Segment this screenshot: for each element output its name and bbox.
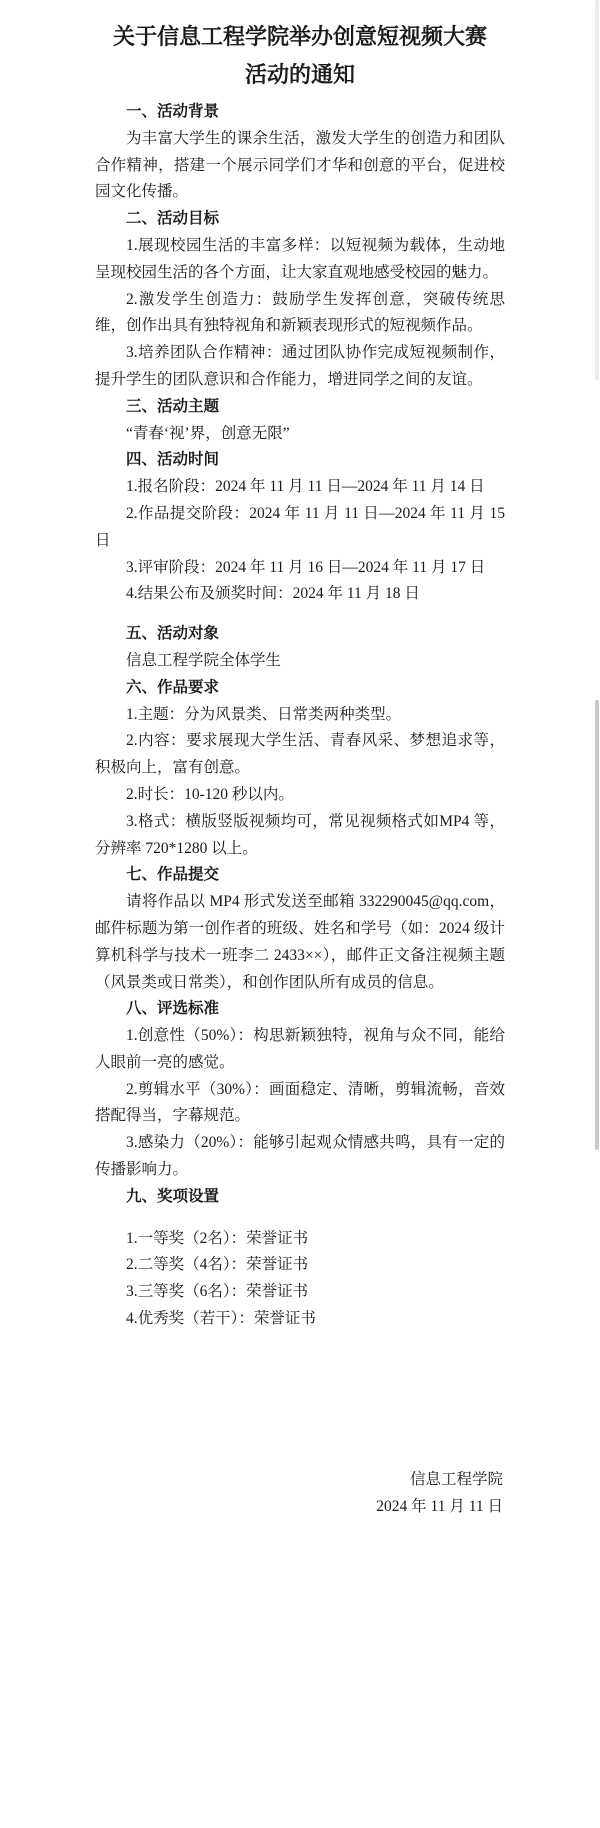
section-heading-theme: 三、活动主题 xyxy=(126,397,220,415)
background-paragraph: 为丰富大学生的课余生活，激发大学生的创造力和团队合作精神，搭建一个展示同学们才华和创意的平台，促进校园文化传播。 xyxy=(95,129,505,201)
submission-paragraph: 请将作品以 MP4 形式发送至邮箱 332290045@qq.com，邮件标题为第一创作者的班级、姓名和学号（如：2024 级计算机科学与技术一班李二 2433××），邮件正文备注视频主题（风景类或日常类），和创作团队所有成员的信息。 xyxy=(95,893,505,991)
section-heading-requirements: 六、作品要求 xyxy=(126,678,220,696)
schedule-item: 3.评审阶段：2024 年 11 月 16 日—2024 年 11 月 17 日 xyxy=(126,558,486,576)
theme-text: “青春‘视’界，创意无限” xyxy=(126,424,290,442)
requirement-item: 2.内容：要求展现大学生活、青春风采、梦想追求等，积极向上，富有创意。 xyxy=(95,732,505,777)
section-heading-awards: 九、奖项设置 xyxy=(126,1187,220,1205)
section-heading-submission: 七、作品提交 xyxy=(126,866,220,884)
goal-item: 2.激发学生创造力：鼓励学生发挥创意，突破传统思维，创作出具有独特视角和新颖表现形式的短视频作品。 xyxy=(95,290,505,335)
award-item: 4.优秀奖（若干）：荣誉证书 xyxy=(126,1310,316,1328)
signature-date: 2024 年 11 月 11 日 xyxy=(376,1497,503,1515)
section-heading-background: 一、活动背景 xyxy=(126,103,220,120)
scrollbar-track[interactable] xyxy=(595,0,599,380)
award-item: 2.二等奖（4名）：荣誉证书 xyxy=(126,1256,309,1274)
criteria-item: 1.创意性（50%）：构思新颖独特，视角与众不同，能给人眼前一亮的感觉。 xyxy=(95,1027,505,1071)
notice-title-line-1: 关于信息工程学院举办创意短视频大赛 xyxy=(112,24,487,49)
criteria-item: 2.剪辑水平（30%）：画面稳定、清晰，剪辑流畅，音效搭配得当，字幕规范。 xyxy=(95,1080,505,1125)
notice-title xyxy=(0,18,600,94)
participants-text: 信息工程学院全体学生 xyxy=(126,651,282,669)
signature-block xyxy=(95,1467,505,1521)
section-heading-goals: 二、活动目标 xyxy=(126,210,220,228)
schedule-item: 2.作品提交阶段：2024 年 11 月 11 日—2024 年 11 月 15 日 xyxy=(95,504,505,549)
schedule-item: 1.报名阶段：2024 年 11 月 11 日—2024 年 11 月 14 日 xyxy=(126,478,485,496)
section-heading-participants: 五、活动对象 xyxy=(126,625,220,643)
schedule-item: 4.结果公布及颁奖时间：2024 年 11 月 18 日 xyxy=(126,585,420,603)
goal-item: 3.培养团队合作精神：通过团队协作完成短视频制作，提升学生的团队意识和合作能力，增进同学之间的友谊。 xyxy=(95,344,505,388)
scrollbar-thumb[interactable] xyxy=(595,700,599,1150)
requirement-item: 2.时长：10-120 秒以内。 xyxy=(126,785,294,803)
requirement-item: 1.主题：分为风景类、日常类两种类型。 xyxy=(126,705,402,723)
signature-org: 信息工程学院 xyxy=(409,1470,503,1488)
requirement-item: 3.格式：横版竖版视频均可，常见视频格式如MP4 等，分辨率 720*1280 以上。 xyxy=(95,812,505,857)
notice-title-line-2: 活动的通知 xyxy=(244,62,355,87)
notice-body xyxy=(95,99,505,1520)
award-item: 1.一等奖（2名）：荣誉证书 xyxy=(126,1229,309,1247)
award-item: 3.三等奖（6名）：荣誉证书 xyxy=(126,1283,309,1301)
section-heading-criteria: 八、评选标准 xyxy=(126,1000,220,1018)
criteria-item: 3.感染力（20%）：能够引起观众情感共鸣，具有一定的传播影响力。 xyxy=(95,1134,505,1179)
section-heading-schedule: 四、活动时间 xyxy=(126,451,220,469)
goal-item: 1.展现校园生活的丰富多样：以短视频为载体，生动地呈现校园生活的各个方面，让大家直观地感受校园的魅力。 xyxy=(95,236,505,281)
